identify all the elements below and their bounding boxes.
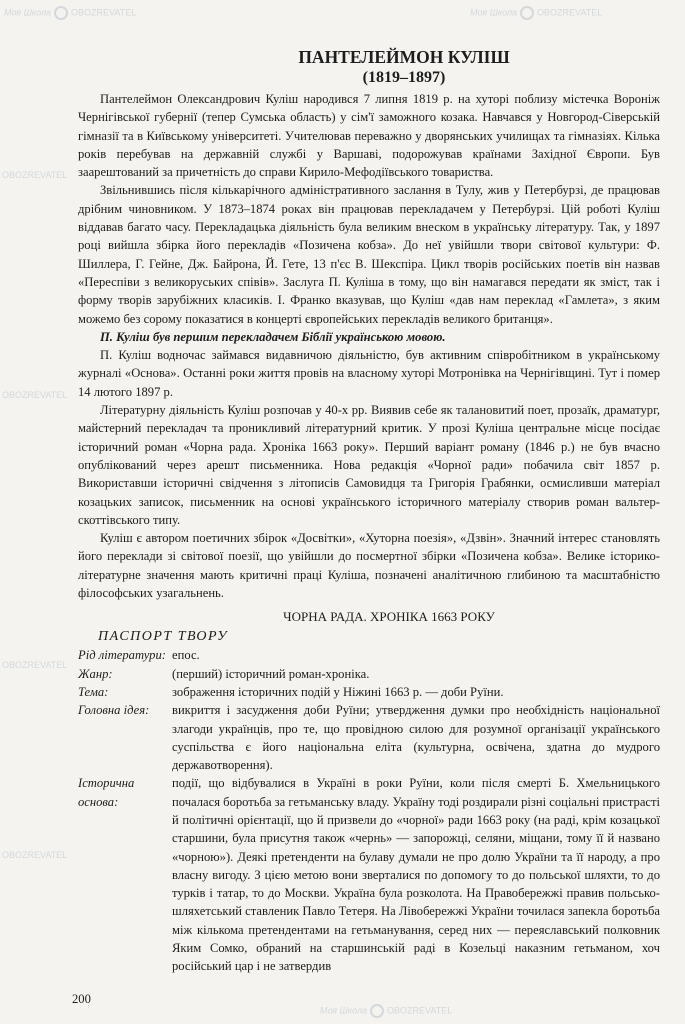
passport-label: Жанр: <box>78 666 113 681</box>
paragraph: Звільнившись після кількарічного адміністративного заслання в Тулу, жив у Петербурзі, де працював дрібним чиновником. У 1873–1874 роках він працював перекладачем у Петербурзі. Цій роботі Куліш віддавав багато часу. Перекладацька діяльність була великим внеском в українську літературу. Так, у 1897 році вийшла збірка його перекладів «Позичена кобза». До неї увійшли твори світової культури: Ф. Шиллера, Г. Гейне, Дж. Байрона, Й. Гете, 13 п'єс В. Шекспіра. Цикл творів російських поетів він назвав «Переспіви з великоруських співів». Заслуга П. Куліша в тому, що він намагався передати як зміст, так і форму творів зарубіжних класиків. І. Франко вказував, що Куліш «дав нам переклад «Гамлета», з яким можемо без сорому показатися в концерті європейських перекладів великого британця». <box>78 183 660 326</box>
passport-value: (перший) історичний роман-хроніка. <box>172 666 370 681</box>
passport-row <box>78 774 660 975</box>
paragraph: Пантелеймон Олександрович Куліш народився 7 липня 1819 р. на хуторі поблизу містечка Воронiж Чернігівської губернії (тепер Сумська область) у сім'ї заможного козака. Навчався у Новгород-Сіверській гімназії та в Київському університеті. Учителював переважно у дворянських училищах та гімназіях. Кілька років перебував на державній службі у Варшаві, подорожував країнами Західної Європи. Був заарештований за причетність до справи Кирило-Мефодіївського товариства. <box>78 92 660 180</box>
passport-label: Рід літератури: <box>78 648 166 663</box>
passport-label: Тема: <box>78 684 109 699</box>
passport-row <box>78 646 660 664</box>
passport-label: Історична основа: <box>78 776 135 809</box>
watermark-logo: Моя Школа OBOZREVATEL <box>320 1004 452 1018</box>
watermark-logo: OBOZREVATEL <box>2 850 68 860</box>
watermark-logo: OBOZREVATEL <box>2 660 68 670</box>
watermark-logo: Моя Школа OBOZREVATEL <box>4 6 136 20</box>
passport-value: зображення історичних подій у Ніжині 1663 р. — доби Руїни. <box>172 684 504 699</box>
highlight-paragraph: П. Куліш був першим перекладачем Біблії українською мовою. <box>100 329 446 344</box>
page-title: ПАНТЕЛЕЙМОН КУЛІШ <box>298 47 510 67</box>
watermark-logo: OBOZREVATEL <box>2 170 68 180</box>
passport-title: ПАСПОРТ ТВОРУ <box>98 629 228 645</box>
passport-label: Головна ідея: <box>78 703 150 718</box>
paragraph: Літературну діяльність Куліш розпочав у 40-х рр. Виявив себе як талановитий поет, прозаїк, драматург, майстерний перекладач та проникливий літературний критик. У прозі Куліша центральне місце посідає історичний роман «Чорна рада. Хроніка 1663 року». Перший варіант роману (1846 р.) не був вчасно опублікований через арешт письменника. Нова редакція «Чорної ради» побачила світ 1857 р. Використавши історичні свідчення з літописів Самовидця та Григорія Грабянки, осмисливши матеріал козацьких записок, письменник на основі українського історичного матеріалу створив роман вальтер-скоттівського типу. <box>78 403 660 527</box>
page-content <box>72 46 660 1008</box>
passport-value: викриття і засудження доби Руїни; утвердження думки про необхідність національної злагоди українців, про те, що провідною силою для розумної організації українського суспільства є його національна еліта (культурна, освічена, здатна до мудрого державотворення). <box>172 703 660 773</box>
passport-row <box>78 683 660 701</box>
watermark-logo: Моя Школа OBOZREVATEL <box>470 6 602 20</box>
paragraph: П. Куліш водночас займався видавничою діяльністю, був активним співробітником в українському журналі «Основа». Останні роки життя провів на власному хуторі Мотронівка на Чернігівщині. Тут і помер 14 лютого 1897 р. <box>78 348 660 399</box>
passport-row <box>78 701 660 774</box>
watermark-logo: OBOZREVATEL <box>2 390 68 400</box>
passport-value: епос. <box>172 648 200 663</box>
page-number: 200 <box>72 991 91 1006</box>
passport-value: події, що відбувалися в Україні в роки Руїни, коли після смерті Б. Хмельницького почалася боротьба за гетьманську владу. Україну тоді роздирали різні соціальні пристрасті й політичні орієнтації, що й призвели до «чорної» ради 1663 року (на раді, крім козацької старшини, була присутня також «чернь» — запорожці, селяни, міщани, тому її й названо «чорною»). Деякі претенденти на булаву думали не про долю України та її народу, а про власну вигоду. З цією метою вони зверталися по допомогу то до польської шляхти, то до турків і татар, то до Москви. Україна була розколота. На Правобережжі правив польсько-шляхетський ставленик Павло Тетеря. На Лівобережжі України точилася запекла боротьба між кількома претендентами на гетьманування, серед них — переяславський полковник Яким Сомко, обраний на старшинській раді в Козельці наказним гетьманом, хоч російський цар і не затвердив <box>172 776 660 974</box>
life-years: (1819–1897) <box>362 69 446 86</box>
passport-row <box>78 665 660 683</box>
section-title: ЧОРНА РАДА. ХРОНІКА 1663 РОКУ <box>283 609 495 625</box>
paragraph: Куліш є автором поетичних збірок «Досвітки», «Хуторна поезія», «Дзвін». Значний інтерес становлять його переклади зі світової поезії, що увійшли до посмертної збірки «Позичена кобза». Велике історико-літературне значення мають критичні праці Куліша, позначені аналітичною глибиною та масштабністю філософських узагальнень. <box>78 531 660 601</box>
passport-table <box>78 646 660 975</box>
